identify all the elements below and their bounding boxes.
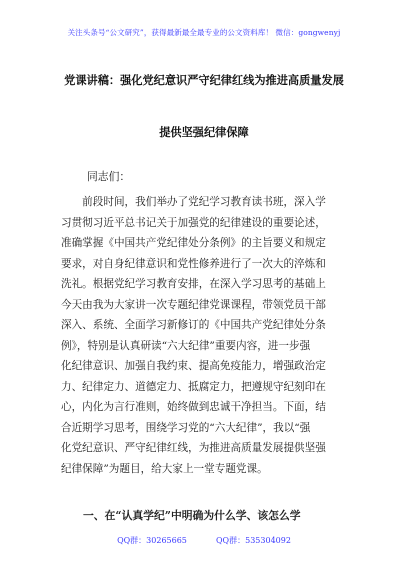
paragraph-line: 化纪律意识、加强自我约束、提高免疫能力，增强政治定 [61, 360, 326, 372]
paragraph-line: 合近期学习思考，围绕学习党的“六大纪律”，我以“强 [61, 421, 311, 434]
document-title-line-1: 党课讲稿：强化党纪意识严守纪律红线为推进高质量发展 [64, 73, 344, 87]
qq-group-1: QQ群：30265665 [117, 536, 187, 545]
paragraph-line: 今天由我为大家讲一次专题纪律党课课程，带领党员干部 [61, 298, 326, 311]
section-heading: 一、在“认真学纪”中明确为什么学、该怎么学 [83, 509, 301, 522]
paragraph-line: 例》，特别是认真研读“六大纪律”重要内容，进一步强 [61, 339, 311, 352]
paragraph-line: 准确掌握《中国共产党纪律处分条例》的主旨要义和规定 [61, 237, 326, 249]
paragraph-line: 深入、系统、全面学习新修订的《中国共产党纪律处分条 [61, 319, 326, 331]
paragraph-line: 洗礼。根据党纪学习教育安排，在深入学习思考的基础上 [61, 278, 326, 290]
paragraph-line: 心，内化为言行准则，始终做到忠诚干净担当。下面，结 [61, 401, 326, 413]
document-title-line-2: 提供坚强纪律保障 [159, 125, 249, 139]
paragraph-line: 力、纪律定力、道德定力、抵腐定力，把遵规守纪刻印在 [61, 380, 326, 393]
paragraph-line: 纪律保障”为题目，给大家上一堂专题党课。 [61, 462, 268, 475]
paragraph-line: 化党纪意识、严守纪律红线，为推进高质量发展提供坚强 [61, 442, 326, 454]
qq-group-2: QQ群：535304092 [216, 536, 291, 545]
paragraph-line: 习贯彻习近平总书记关于加强党的纪律建设的重要论述， [61, 216, 326, 229]
body-paragraph [61, 192, 345, 479]
paragraph-line: 要求，对自身纪律意识和党性修养进行了一次大的淬炼和 [61, 257, 326, 270]
paragraph-line: 前段时间，我们举办了党纪学习教育读书班，深入学 [61, 196, 326, 208]
salutation: 同志们： [87, 170, 131, 183]
promo-banner: 关注头条号“公文研究”，获得最新最全最专业的公文资料库！ 微信：gongwenyj [67, 28, 341, 37]
footer-contact [0, 535, 408, 546]
